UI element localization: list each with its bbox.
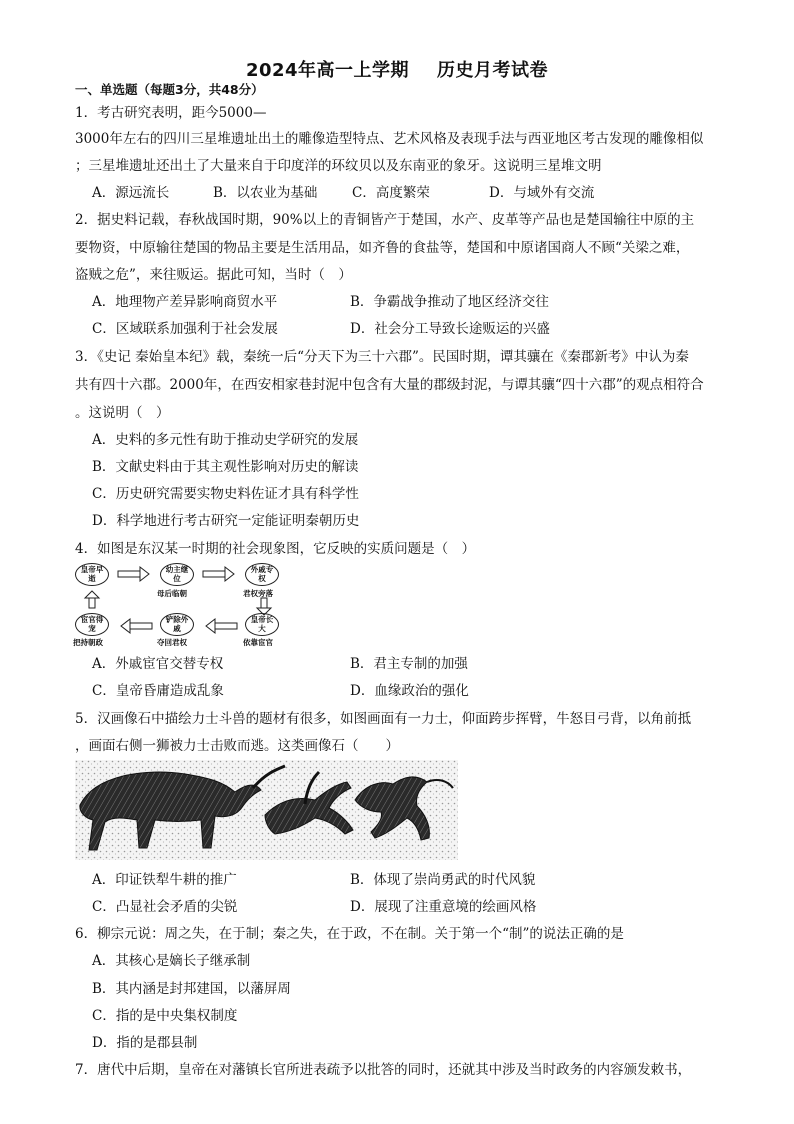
q5-option-c[interactable]: C．凸显社会矛盾的尖锐 [92, 899, 238, 915]
q4-option-b[interactable]: B．君主专制的加强 [350, 656, 468, 672]
q6-option-a[interactable]: A．其核心是嫡长子继承制 [92, 953, 251, 969]
q2-option-c[interactable]: C．区域联系加强利于社会发展 [92, 321, 278, 337]
q4-option-c[interactable]: C．皇帝昏庸造成乱象 [92, 683, 224, 699]
han-stone-relief-image [75, 760, 458, 860]
page-title [0, 56, 794, 82]
q6-option-c[interactable]: C．指的是中央集权制度 [92, 1008, 238, 1024]
q4-option-d[interactable]: D．血缘政治的强化 [350, 683, 469, 699]
caption-control-court: 把持朝政 [73, 638, 103, 647]
caption-regain-power: 夺回君权 [157, 638, 187, 647]
q1-option-d[interactable]: D．与域外有交流 [489, 185, 595, 201]
node-young-ruler: 幼主继位 [160, 563, 194, 586]
q5-option-b[interactable]: B．体现了崇尚勇武的时代风貌 [350, 872, 536, 888]
q6-line1: 6．柳宗元说：周之失，在于制；秦之失，在于政，不在制。关于第一个“制”的说法正确的是 [75, 926, 624, 942]
arrow-right-1 [118, 567, 149, 581]
q5-line1: 5．汉画像石中描绘力士斗兽的题材有很多，如图画面有一力士，仰面跨步挥臂，牛怒目弓背，以角前抵 [75, 711, 692, 727]
q7-line1: 7．唐代中后期，皇帝在对藩镇长官所进表疏予以批答的同时，还就其中涉及当时政务的内容颁发敕书， [75, 1062, 692, 1078]
title-right: 历史月考试卷 [437, 60, 549, 81]
q3-option-d[interactable]: D．科学地进行考古研究一定能证明秦朝历史 [92, 513, 360, 529]
q2-option-a[interactable]: A．地理物产差异影响商贸水平 [92, 294, 278, 310]
q2-line2: 要物资，中原输往楚国的物品主要是生活用品，如齐鲁的食盐等，楚国和中原诸国商人不顾“关梁之难， [75, 240, 690, 256]
node-consort-clan-power: 外戚专权 [245, 563, 279, 586]
q1-line3: ；三星堆遗址还出土了大量来自于印度洋的环纹贝以及东南亚的象牙。这说明三星堆文明 [75, 158, 602, 174]
caption-rely-eunuchs: 依靠宦官 [243, 638, 273, 647]
q1-line2: 3000年左右的四川三星堆遗址出土的雕像造型特点、艺术风格及表现手法与西亚地区考古发现的雕像相似 [75, 131, 704, 147]
q1-option-b[interactable]: B．以农业为基础 [213, 185, 318, 201]
caption-empress-regency: 母后临朝 [157, 589, 187, 598]
node-remove-consort-clan: 铲除外戚 [160, 613, 194, 636]
q1-option-a[interactable]: A．源远流长 [92, 185, 170, 201]
arrow-left-1 [206, 619, 237, 633]
q2-option-d[interactable]: D．社会分工导致长途贩运的兴盛 [350, 321, 550, 337]
q3-option-b[interactable]: B．文献史料由于其主观性影响对历史的解读 [92, 459, 359, 475]
title-left: 2024年高一上学期 [245, 60, 410, 81]
q3-line1: 3．《史记 秦始皇本纪》载，秦统一后“分天下为三十六郡”。民国时期，谭其骧在《秦郡新考》中认为秦 [75, 349, 689, 365]
q2-line3: 盗贼之危”，来往贩运。据此可知，当时（ ） [75, 267, 352, 283]
arrow-right-2 [203, 567, 234, 581]
node-eunuchs-favored: 宦官得宠 [75, 613, 109, 636]
q2-line1: 2．据史料记载，春秋战国时期，90%以上的青铜皆产于楚国，水产、皮革等产品也是楚国输往中原的主 [75, 212, 695, 228]
q3-option-a[interactable]: A．史料的多元性有助于推动史学研究的发展 [92, 432, 359, 448]
q4-line1: 4．如图是东汉某一时期的社会现象图，它反映的实质问题是（ ） [75, 541, 476, 557]
q5-option-a[interactable]: A．印证铁犁牛耕的推广 [92, 872, 237, 888]
node-emperor-grows-up: 皇帝长大 [245, 613, 279, 636]
q6-option-b[interactable]: B．其内涵是封邦建国，以藩屏周 [92, 981, 291, 997]
arrow-up [85, 591, 99, 608]
q3-line3: 。这说明（ ） [75, 405, 170, 421]
caption-power-lost: 君权旁落 [243, 589, 273, 598]
q1-line1: 1．考古研究表明，距今5000— [75, 105, 267, 121]
node-emperor-early-death: 皇帝早逝 [75, 563, 109, 586]
q3-line2: 共有四十六郡。2000年，在西安相家巷封泥中包含有大量的郡级封泥，与谭其骧“四十六郡”的观点相符合 [75, 377, 704, 393]
q2-option-b[interactable]: B．争霸战争推动了地区经济交往 [350, 294, 549, 310]
q6-option-d[interactable]: D．指的是郡县制 [92, 1035, 198, 1051]
q1-option-c[interactable]: C．高度繁荣 [352, 185, 430, 201]
q5-option-d[interactable]: D．展现了注重意境的绘画风格 [350, 899, 537, 915]
q3-option-c[interactable]: C．历史研究需要实物史料佐证才具有科学性 [92, 486, 359, 502]
q5-line2: ，画面右侧一狮被力士击败而逃。这类画像石（ ） [75, 738, 399, 754]
q4-option-a[interactable]: A．外戚宦官交替专权 [92, 656, 224, 672]
arrow-left-2 [121, 619, 152, 633]
eastern-han-cycle-diagram [73, 562, 313, 647]
section-header: 一、单选题（每题3分，共48分） [75, 82, 264, 97]
